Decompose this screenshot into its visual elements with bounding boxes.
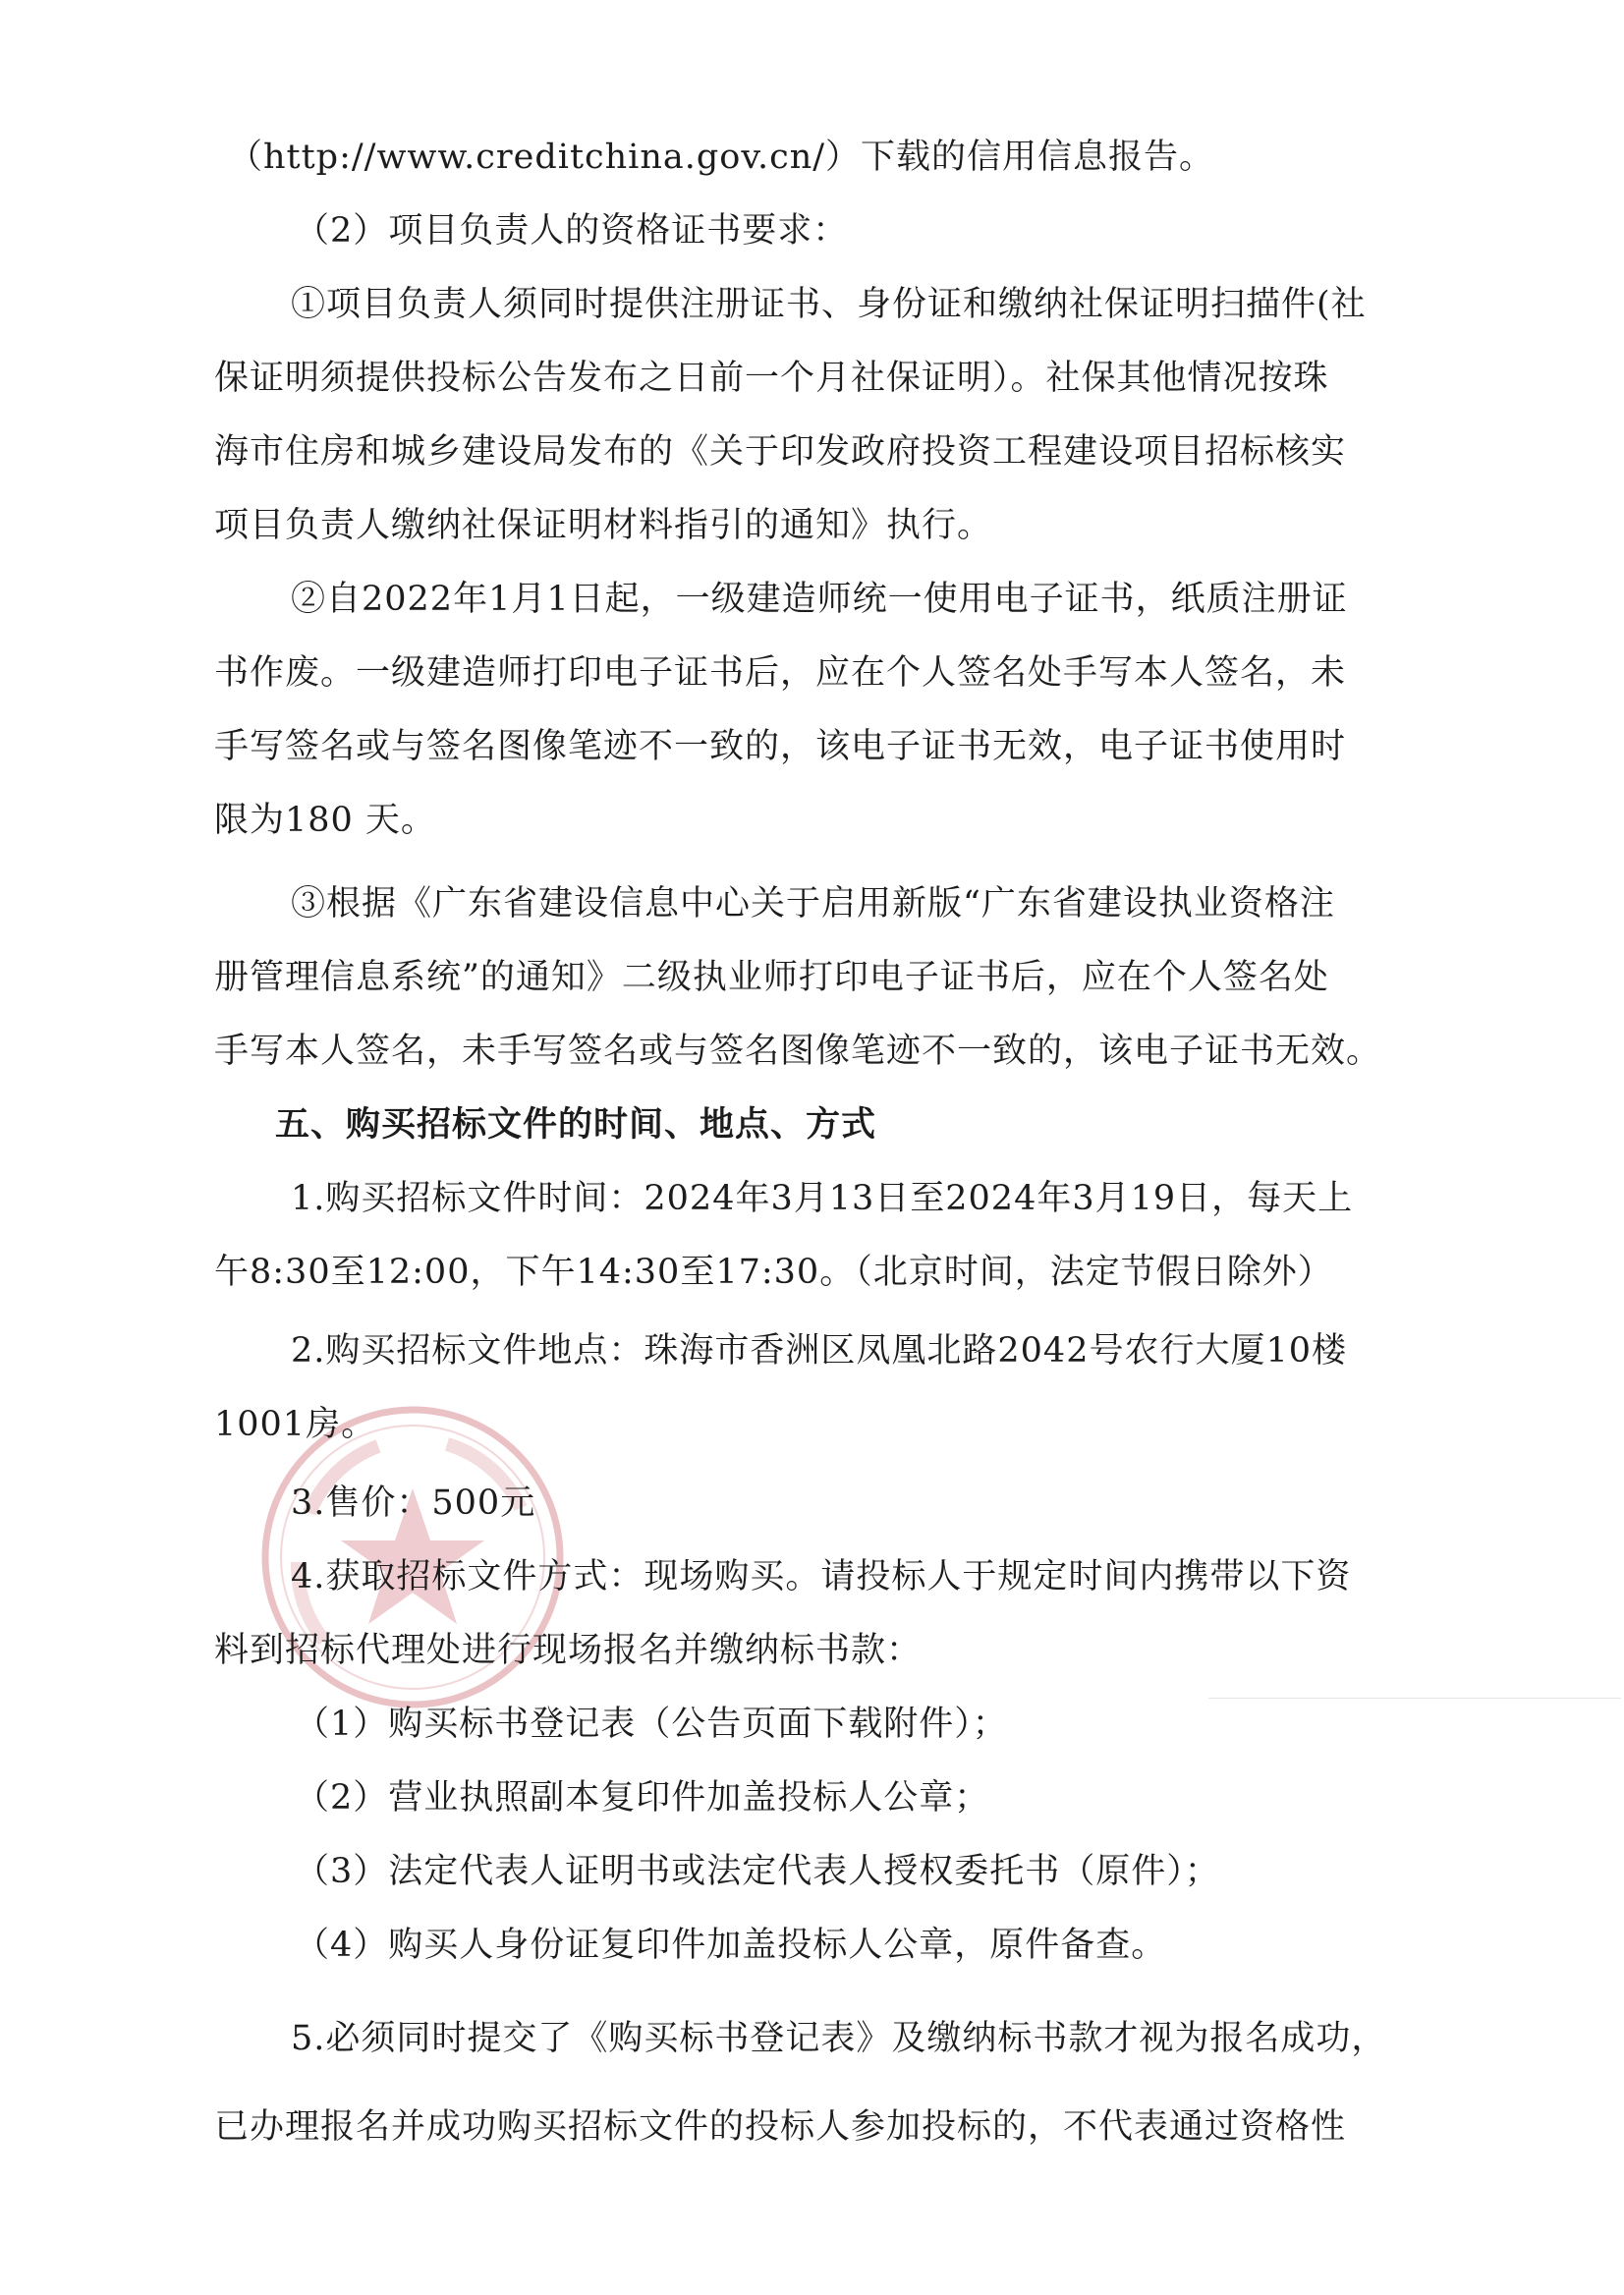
text-line: 册管理信息系统”的通知》二级执业师打印电子证书后，应在个人签名处 — [214, 958, 1329, 997]
text-line: 项目负责人缴纳社保证明材料指引的通知》执行。 — [214, 506, 993, 545]
text-line: 1.购买招标文件时间：2024年3月13日至2024年3月19日，每天上 — [291, 1179, 1354, 1218]
text-line: 手写本人签名，未手写签名或与签名图像笔迹不一致的，该电子证书无效。 — [214, 1032, 1382, 1071]
list-item: （1）购买标书登记表（公告页面下载附件）； — [295, 1705, 1008, 1744]
text-line: 书作废。一级建造师打印电子证书后，应在个人签名处手写本人签名，未 — [214, 653, 1347, 693]
list-item: （2）营业执照副本复印件加盖投标人公章； — [295, 1778, 990, 1818]
text-line: （2）项目负责人的资格证书要求： — [295, 211, 849, 251]
text-line: 5.必须同时提交了《购买标书登记表》及缴纳标书款才视为报名成功， — [291, 2019, 1387, 2058]
list-item: （4）购买人身份证复印件加盖投标人公章，原件备查。 — [295, 1926, 1167, 1965]
scan-artifact-line — [1208, 1698, 1621, 1699]
text-line: 海市住房和城乡建设局发布的《关于印发政府投资工程建设项目招标核实 — [214, 432, 1347, 472]
text-line: ③根据《广东省建设信息中心关于启用新版“广东省建设执业资格注 — [291, 884, 1335, 924]
text-line: 1001房。 — [214, 1405, 377, 1444]
section-heading: 五、购买招标文件的时间、地点、方式 — [275, 1104, 877, 1145]
text-line: 手写签名或与签名图像笔迹不一致的，该电子证书无效，电子证书使用时 — [214, 727, 1347, 766]
text-line: 4.获取招标文件方式：现场购买。请投标人于规定时间内携带以下资 — [291, 1557, 1352, 1596]
text-line: ②自2022年1月1日起，一级建造师统一使用电子证书，纸质注册证 — [291, 580, 1348, 619]
list-item: （3）法定代表人证明书或法定代表人授权委托书（原件）； — [295, 1852, 1220, 1891]
text-line: 保证明须提供投标公告发布之日前一个月社保证明）。社保其他情况按珠 — [214, 359, 1329, 398]
text-line: 已办理报名并成功购买招标文件的投标人参加投标的，不代表通过资格性 — [214, 2107, 1347, 2147]
text-line: 午8:30至12:00，下午14:30至17:30。（北京时间，法定节假日除外） — [214, 1253, 1333, 1292]
text-line: 限为180 天。 — [214, 801, 436, 840]
text-line: 3.售价：500元 — [291, 1483, 536, 1523]
text-line: 料到招标代理处进行现场报名并缴纳标书款： — [214, 1631, 923, 1670]
text-line: （http://www.creditchina.gov.cn/）下载的信用信息报告。 — [228, 138, 1215, 177]
text-line: 2.购买招标文件地点：珠海市香洲区凤凰北路2042号农行大厦10楼 — [291, 1331, 1348, 1371]
text-line: ①项目负责人须同时提供注册证书、身份证和缴纳社保证明扫描件(社 — [291, 285, 1367, 324]
